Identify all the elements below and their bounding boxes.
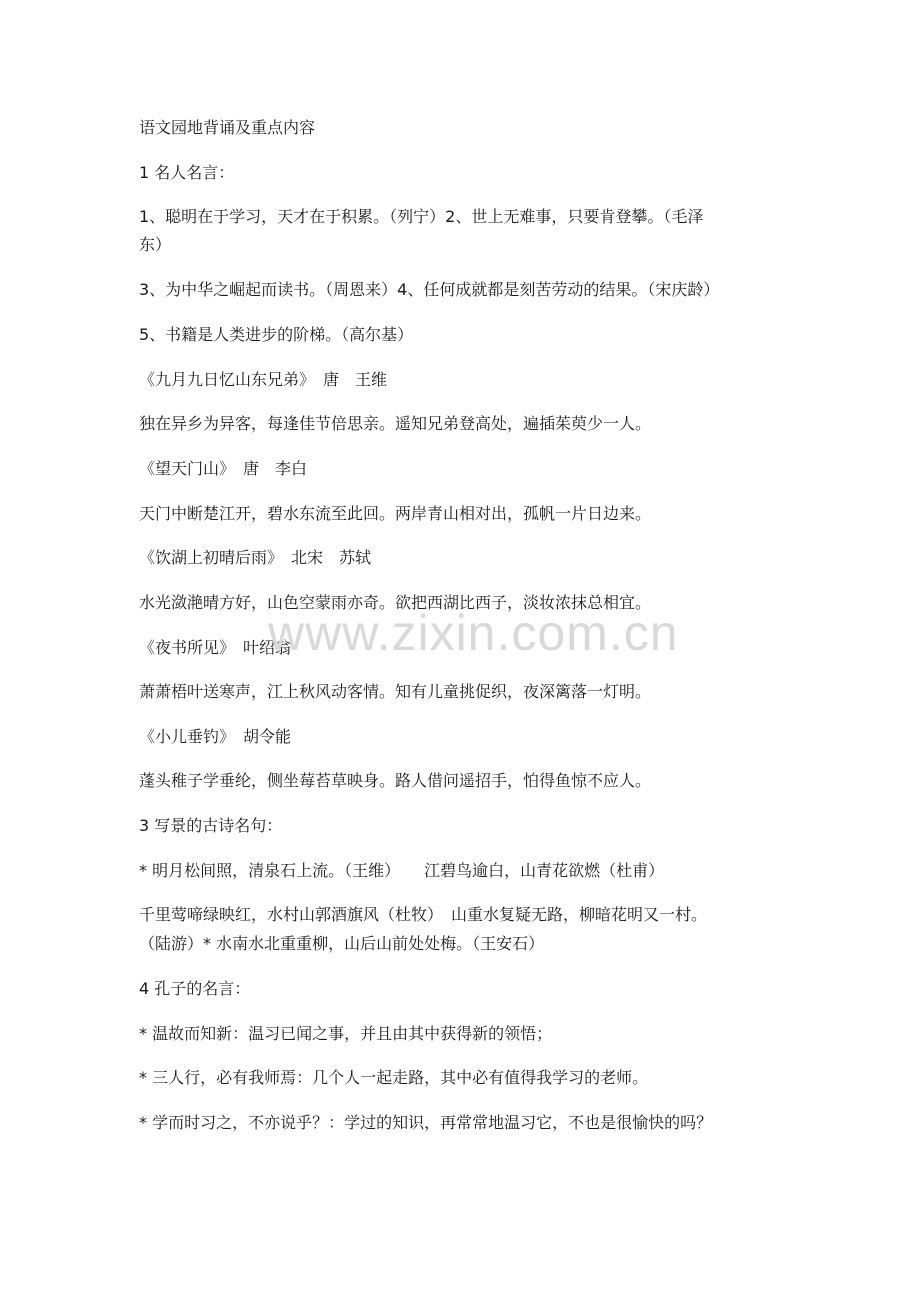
section-heading-scenic-lines: 3 写景的古诗名句： [139, 816, 283, 835]
section-heading-famous-quotes: 1 名人名言： [139, 163, 235, 182]
quote-line: 1、聪明在于学习，天才在于积累。（列宁）2、世上无难事，只要肯登攀。（毛泽 [139, 207, 704, 226]
poem-text: 萧萧梧叶送寒声，江上秋风动客情。知有儿童挑促织，夜深篱落一灯明。 [139, 682, 652, 701]
poem-title: 《夜书所见》 叶绍翁 [139, 638, 292, 657]
poem-text: 水光潋滟晴方好，山色空蒙雨亦奇。欲把西湖比西子，淡妆浓抹总相宜。 [139, 593, 652, 612]
scenic-verse-line: 千里莺啼绿映红，水村山郭酒旗风（杜牧） 山重水复疑无路，柳暗花明又一村。 [139, 905, 708, 924]
confucius-saying: * 三人行，必有我师焉：几个人一起走路，其中必有值得我学习的老师。 [139, 1068, 649, 1087]
poem-text: 独在异乡为异客，每逢佳节倍思亲。遥知兄弟登高处，遍插茱萸少一人。 [139, 414, 652, 433]
quote-line: 5、书籍是人类进步的阶梯。（高尔基） [139, 325, 414, 344]
confucius-saying: * 温故而知新：温习已闻之事，并且由其中获得新的领悟； [139, 1024, 553, 1043]
quote-line-continued: 东） [139, 235, 172, 254]
poem-text: 天门中断楚江开，碧水东流至此回。两岸青山相对出，孤帆一片日边来。 [139, 504, 652, 523]
scenic-verse-line: （陆游）* 水南水北重重柳，山后山前处处梅。（王安石） [139, 934, 545, 953]
poem-title: 《小儿垂钓》 胡令能 [139, 727, 292, 746]
scenic-verse-line: * 明月松间照，清泉石上流。（王维） 江碧鸟逾白，山青花欲燃（杜甫） [139, 861, 665, 880]
poem-title: 《饮湖上初晴后雨》 北宋 苏轼 [139, 548, 372, 567]
section-heading-confucius: 4 孔子的名言： [139, 979, 251, 998]
document-title: 语文园地背诵及重点内容 [139, 118, 316, 137]
quote-line: 3、为中华之崛起而读书。（周恩来）4、任何成就都是刻苦劳动的结果。（宋庆龄） [139, 280, 720, 299]
poem-text: 蓬头稚子学垂纶，侧坐莓苔草映身。路人借问遥招手，怕得鱼惊不应人。 [139, 771, 652, 790]
poem-title: 《望天门山》 唐 李白 [139, 459, 308, 478]
watermark: www.zixin.com.cn [268, 605, 679, 661]
confucius-saying: * 学而时习之，不亦说乎？：学过的知识，再常常地温习它，不也是很愉快的吗？ [139, 1113, 713, 1132]
poem-title: 《九月九日忆山东兄弟》 唐 王维 [139, 370, 388, 389]
